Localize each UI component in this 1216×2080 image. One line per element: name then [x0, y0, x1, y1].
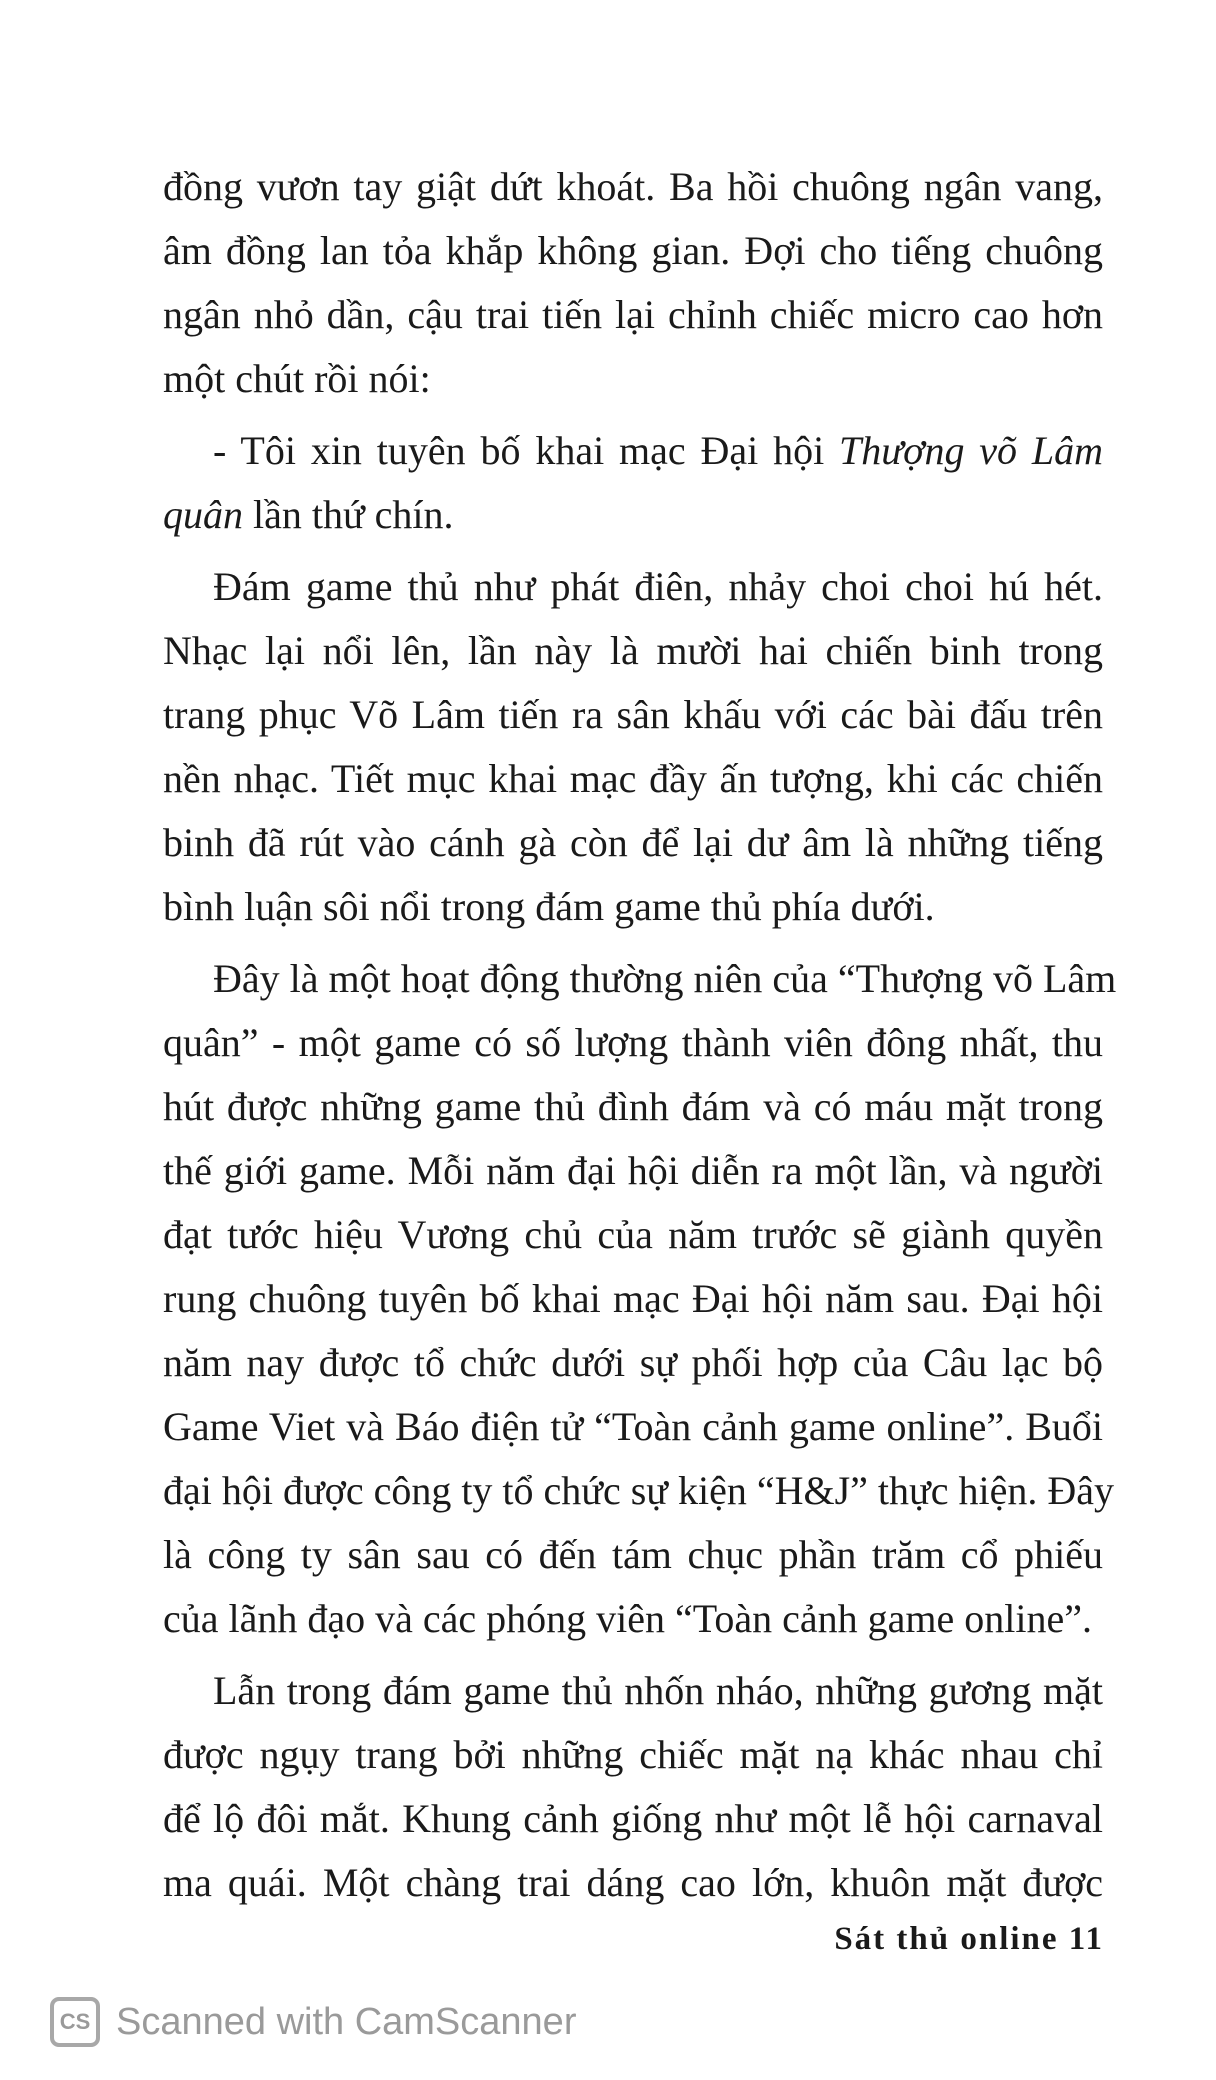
- text-line: được ngụy trang bởi những chiếc mặt nạ khác nhau chỉ: [163, 1732, 1103, 1777]
- paragraph-3: [163, 555, 1103, 939]
- text-line: trang phục Võ Lâm tiến ra sân khấu với các bài đấu trên: [163, 692, 1103, 737]
- text-line: đại hội được công ty tổ chức sự kiện “H&J” thực hiện. Đây: [163, 1468, 1114, 1513]
- scanner-watermark: [50, 1992, 576, 2052]
- page-body: [163, 155, 1117, 1923]
- text-line: Nhạc lại nổi lên, lần này là mười hai chiến binh trong: [163, 628, 1103, 673]
- text-line: ngân nhỏ dần, cậu trai tiến lại chỉnh chiếc micro cao hơn: [163, 292, 1103, 337]
- game-title-italic: quân: [163, 492, 243, 537]
- text-line: thế giới game. Mỗi năm đại hội diễn ra một lần, và người: [163, 1148, 1103, 1193]
- text-line: [163, 483, 1103, 547]
- text-line: nền nhạc. Tiết mục khai mạc đầy ấn tượng, khi các chiến: [163, 756, 1103, 801]
- text-line: ma quái. Một chàng trai dáng cao lớn, khuôn mặt được: [163, 1860, 1103, 1905]
- text-line: Đây là một hoạt động thường niên của “Thượng võ Lâm: [213, 956, 1117, 1001]
- text-line: binh đã rút vào cánh gà còn để lại dư âm là những tiếng: [163, 820, 1103, 865]
- game-title-italic: Thượng võ Lâm: [839, 428, 1104, 473]
- dialogue-text: lần thứ chín.: [243, 492, 454, 537]
- text-line: năm nay được tổ chức dưới sự phối hợp của Câu lạc bộ: [163, 1340, 1103, 1385]
- camscanner-logo-icon: CS: [50, 1997, 100, 2047]
- text-line: bình luận sôi nổi trong đám game thủ phía dưới.: [163, 884, 935, 929]
- paragraph-1: [163, 155, 1103, 411]
- paragraph-4: [163, 947, 1117, 1651]
- paragraph-5: [163, 1659, 1103, 1915]
- text-line: một chút rồi nói:: [163, 356, 431, 401]
- text-line: là công ty sân sau có đến tám chục phần trăm cổ phiếu: [163, 1532, 1103, 1577]
- text-line: đồng vươn tay giật dứt khoát. Ba hồi chuông ngân vang,: [163, 164, 1103, 209]
- text-line: rung chuông tuyên bố khai mạc Đại hội năm sau. Đại hội: [163, 1276, 1103, 1321]
- text-line: của lãnh đạo và các phóng viên “Toàn cảnh game online”.: [163, 1596, 1093, 1641]
- page-footer: Sát thủ online 11: [834, 1921, 1104, 1957]
- text-line: âm đồng lan tỏa khắp không gian. Đợi cho tiếng chuông: [163, 228, 1103, 273]
- text-line: [163, 419, 1103, 483]
- text-line: đạt tước hiệu Vương chủ của năm trước sẽ giành quyền: [163, 1212, 1103, 1257]
- text-line: Lẫn trong đám game thủ nhốn nháo, những gương mặt: [213, 1668, 1103, 1713]
- paragraph-2-dialogue: [163, 419, 1103, 547]
- text-line: Đám game thủ như phát điên, nhảy choi choi hú hét.: [213, 564, 1103, 609]
- text-line: quân” - một game có số lượng thành viên đông nhất, thu: [163, 1020, 1103, 1065]
- text-line: để lộ đôi mắt. Khung cảnh giống như một lễ hội carnaval: [163, 1796, 1103, 1841]
- watermark-text: Scanned with CamScanner: [116, 2000, 577, 2043]
- text-line: hút được những game thủ đình đám và có máu mặt trong: [163, 1084, 1103, 1129]
- dialogue-text: - Tôi xin tuyên bố khai mạc Đại hội: [213, 428, 840, 473]
- text-line: Game Viet và Báo điện tử “Toàn cảnh game online”. Buổi: [163, 1404, 1103, 1449]
